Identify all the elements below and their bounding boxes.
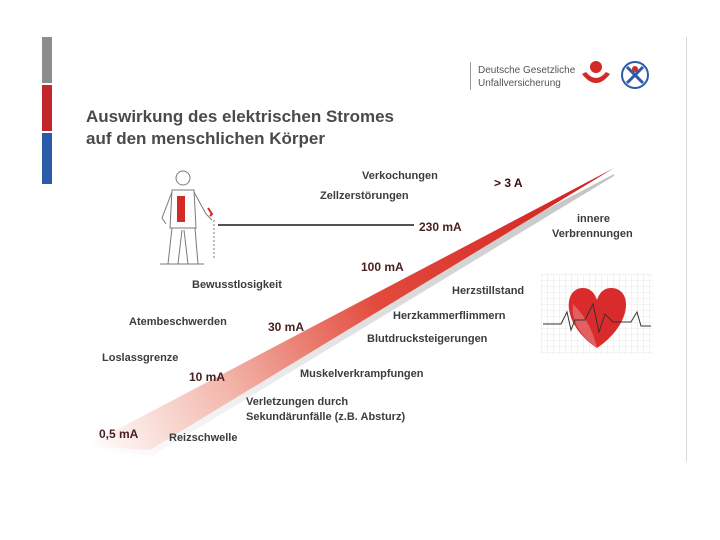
logo-line-2: Unfallversicherung: [478, 78, 561, 89]
heart-ecg-icon: [541, 274, 653, 354]
value-30-ma: 30 mA: [268, 320, 305, 334]
label-loslassgrenze: Loslassgrenze: [102, 352, 179, 364]
title-line-2: auf den menschlichen Körper: [86, 129, 325, 148]
logo-line-1: Deutsche Gesetzliche: [478, 65, 576, 76]
label-verletzungen-line-1: Verletzungen durch: [246, 396, 349, 408]
label-blutdrucksteigerungen: Blutdrucksteigerungen: [367, 333, 488, 345]
label-reizschwelle: Reizschwelle: [169, 432, 238, 444]
value-100-ma: 100 mA: [361, 260, 404, 274]
label-atembeschwerden: Atembeschwerden: [129, 316, 227, 328]
label-verletzungen-line-2: Sekundärunfälle (z.B. Absturz): [246, 411, 406, 423]
label-zellzerstoerungen: Zellzerstörungen: [320, 190, 409, 202]
label-innere: innere: [577, 213, 611, 225]
label-innere-verbrennungen: [552, 213, 633, 241]
label-bewusstlosigkeit: Bewusstlosigkeit: [192, 279, 282, 291]
value-10-ma: 10 mA: [189, 370, 226, 384]
label-herzstillstand: Herzstillstand: [452, 285, 525, 297]
label-herzkammerflimmern: Herzkammerflimmern: [393, 310, 506, 322]
value-0-5-ma: 0,5 mA: [99, 427, 139, 441]
value-3-a: > 3 A: [494, 176, 523, 190]
human-figure-icon: [150, 168, 230, 270]
label-verkochungen: Verkochungen: [362, 170, 438, 182]
label-verletzungen: [246, 396, 405, 424]
label-verbrennungen: Verbrennungen: [552, 228, 633, 240]
title-line-1: Auswirkung des elektrischen Stromes: [86, 107, 394, 126]
value-230-ma: 230 mA: [419, 220, 462, 234]
label-muskelverkrampfungen: Muskelverkrampfungen: [300, 368, 424, 380]
